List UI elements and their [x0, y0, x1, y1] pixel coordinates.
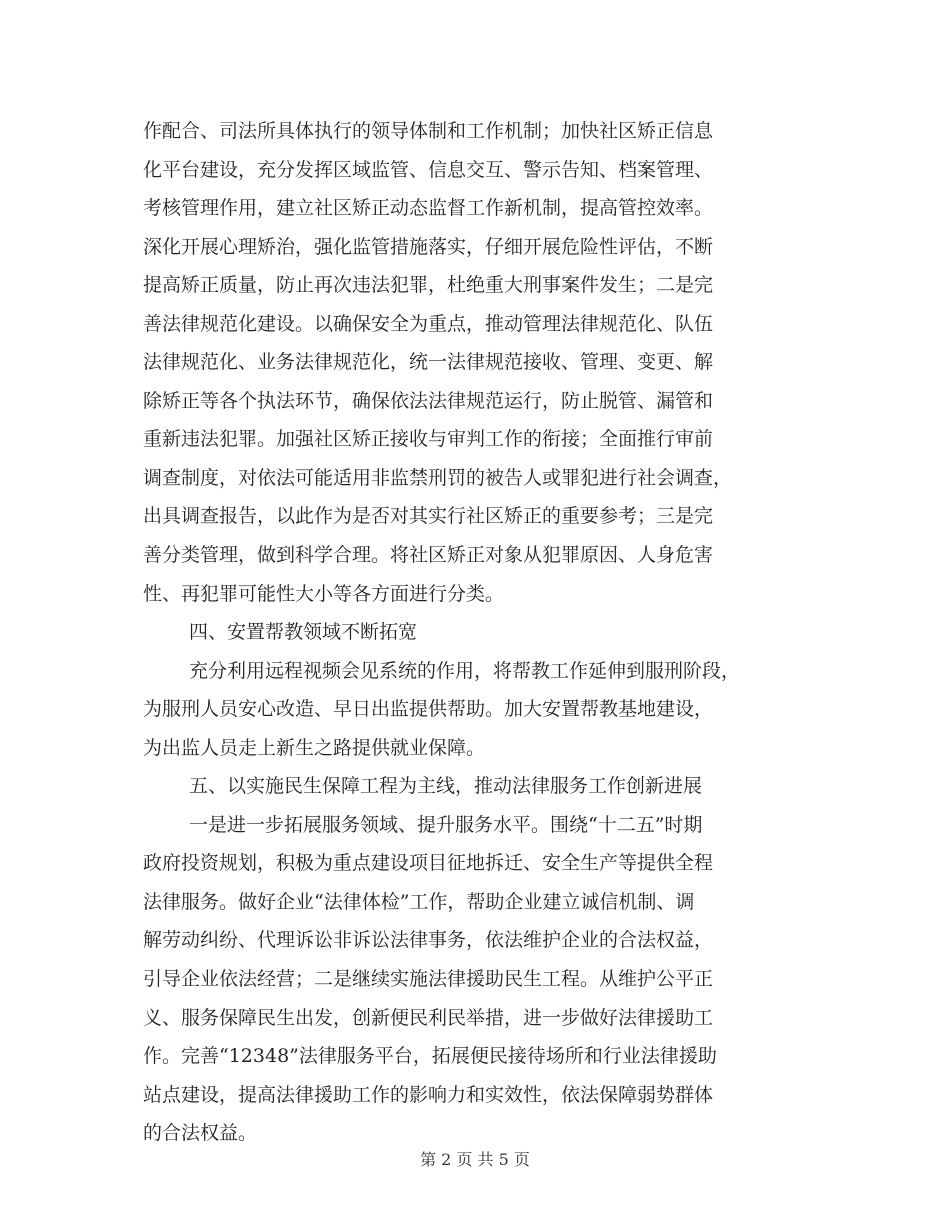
text-line: 善法律规范化建设。以确保安全为重点，推动管理法律规范化、队伍: [143, 312, 714, 335]
text-line: 为出监人员走上新生之路提供就业保障。: [143, 736, 486, 759]
text-line: 政府投资规划，积极为重点建设项目征地拆迁、安全生产等提供全程: [143, 852, 714, 875]
text-line: 引导企业依法经营；二是继续实施法律援助民生工程。从维护公平正: [143, 968, 714, 991]
text-line: 一是进一步拓展服务领域、提升服务水平。围绕“十二五”时期: [189, 813, 703, 836]
text-line: 充分利用远程视频会见系统的作用，将帮教工作延伸到服刑阶段，: [189, 659, 741, 682]
text-line: 性、再犯罪可能性大小等各方面进行分类。: [143, 582, 505, 605]
text-line: 的合法权益。: [143, 1122, 258, 1145]
document-body: [143, 112, 813, 1153]
text-line: 义、服务保障民生出发，创新便民利民举措，进一步做好法律援助工: [143, 1006, 714, 1029]
text-line: 除矫正等各个执法环节，确保依法法律规范运行，防止脱管、漏管和: [143, 389, 714, 412]
text-line: 站点建设，提高法律援助工作的影响力和实效性，依法保障弱势群体: [143, 1083, 714, 1106]
text-line: 作配合、司法所具体执行的领导体制和工作机制；加快社区矫正信息: [143, 120, 714, 142]
text-line: 提高矫正质量，防止再次违法犯罪，杜绝重大刑事案件发生；二是完: [143, 274, 714, 297]
text-line: 四、安置帮教领域不断拓宽: [189, 621, 418, 644]
text-line: 考核管理作用，建立社区矫正动态监督工作新机制，提高管控效率。: [143, 197, 714, 220]
page-number-footer: 第 2 页 共 5 页: [420, 1150, 530, 1169]
text-line: 作。完善“12348”法律服务平台，拓展便民接待场所和行业法律援助: [143, 1045, 717, 1068]
text-line: 法律规范化、业务法律规范化，统一法律规范接收、管理、变更、解: [143, 351, 714, 374]
text-line: 化平台建设，充分发挥区域监管、信息交互、警示告知、档案管理、: [143, 158, 714, 181]
text-line: 解劳动纠纷、代理诉讼非诉讼法律事务，依法维护企业的合法权益，: [143, 929, 714, 952]
text-line: 调查制度，对依法可能适用非监禁刑罚的被告人或罪犯进行社会调查，: [143, 466, 733, 489]
text-line: 法律服务。做好企业“法律体检”工作，帮助企业建立诚信机制、调: [143, 890, 695, 913]
text-line: 出具调查报告，以此作为是否对其实行社区矫正的重要参考；三是完: [143, 505, 714, 528]
text-line: 为服刑人员安心改造、早日出监提供帮助。加大安置帮教基地建设，: [143, 698, 714, 721]
text-line: 五、以实施民生保障工程为主线，推动法律服务工作创新进展: [189, 775, 703, 798]
text-line: 重新违法犯罪。加强社区矫正接收与审判工作的衔接；全面推行审前: [143, 428, 714, 451]
text-line: 善分类管理，做到科学合理。将社区矫正对象从犯罪原因、人身危害: [143, 544, 714, 567]
text-line: 深化开展心理矫治，强化监管措施落实，仔细开展危险性评估，不断: [143, 235, 714, 258]
